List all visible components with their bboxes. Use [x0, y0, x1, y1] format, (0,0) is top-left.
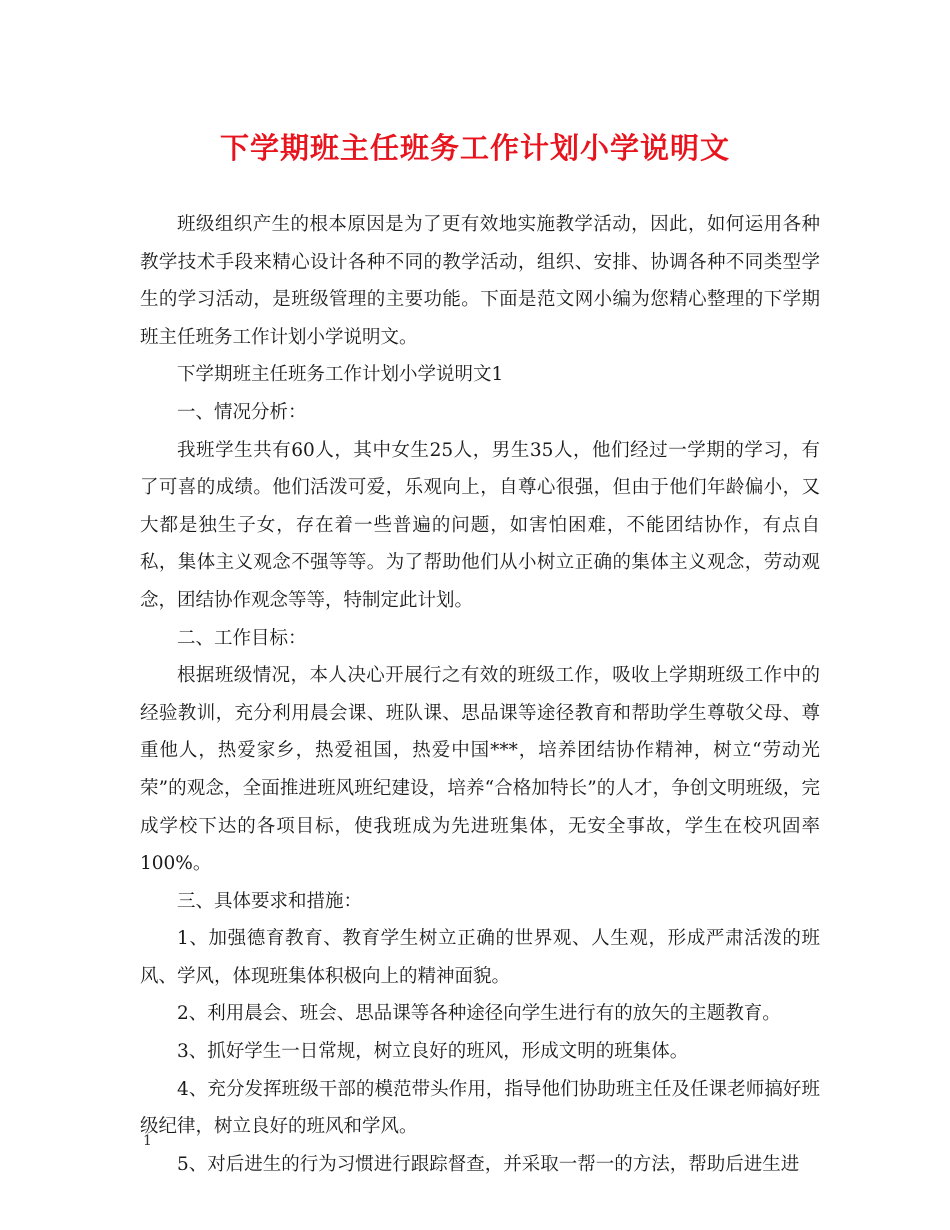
- intro-paragraph: 班级组织产生的根本原因是为了更有效地实施教学活动，因此，如何运用各种教学技术手段来精心设计各种不同的教学活动，组织、安排、协调各种不同类型学生的学习活动，是班级管理的主要功能。下面是范文网小编为您精心整理的下学期班主任班务工作计划小学说明文。: [140, 214, 820, 348]
- document-body: [140, 206, 820, 1183]
- list-item-3: 3、抓好学生一日常规，树立良好的班风，形成文明的班集体。: [177, 1041, 689, 1063]
- paragraph-goals: 根据班级情况，本人决心开展行之有效的班级工作，吸收上学期班级工作中的经验教训，充分利用晨会课、班队课、思品课等途径教育和帮助学生尊敬父母、尊重他人，热爱家乡，热爱祖国，热爱中国***，培养团结协作精神，树立“劳动光荣”的观念，全面推进班风班纪建设，培养“合格加特长”的人才，争创文明班级，完成学校下达的各项目标，使我班成为先进班集体，无安全事故，学生在校巩固率100%。: [140, 665, 820, 875]
- list-item-2: 2、利用晨会、班会、思品课等各种途径向学生进行有的放矢的主题教育。: [177, 1003, 781, 1025]
- heading-work-goals: 二、工作目标：: [177, 627, 307, 649]
- list-item-1: 1、加强德育教育、教育学生树立正确的世界观、人生观，形成严肃活泼的班风、学风，体现班集体积极向上的精神面貌。: [140, 928, 820, 987]
- document-title: 下学期班主任班务工作计划小学说明文: [219, 131, 730, 165]
- list-item-4: 4、充分发挥班级干部的模范带头作用，指导他们协助班主任及任课老师搞好班级纪律，树立良好的班风和学风。: [140, 1078, 820, 1138]
- list-item-5: 5、对后进生的行为习惯进行跟踪督查，并采取一帮一的方法，帮助后进生进: [177, 1153, 800, 1175]
- page-number: 1: [143, 1133, 152, 1149]
- heading-requirements: 三、具体要求和措施：: [177, 890, 363, 912]
- section-subtitle: 下学期班主任班务工作计划小学说明文1: [177, 364, 504, 386]
- paragraph-situation: 我班学生共有60人，其中女生25人，男生35人，他们经过一学期的学习，有了可喜的成绩。他们活泼可爱，乐观向上，自尊心很强，但由于他们年龄偏小，又大都是独生子女，存在着一些普遍的问题，如害怕困难，不能团结协作，有点自私，集体主义观念不强等等。为了帮助他们从小树立正确的集体主义观念，劳动观念，团结协作观念等等，特制定此计划。: [140, 439, 820, 611]
- heading-situation-analysis: 一、情况分析：: [177, 401, 307, 423]
